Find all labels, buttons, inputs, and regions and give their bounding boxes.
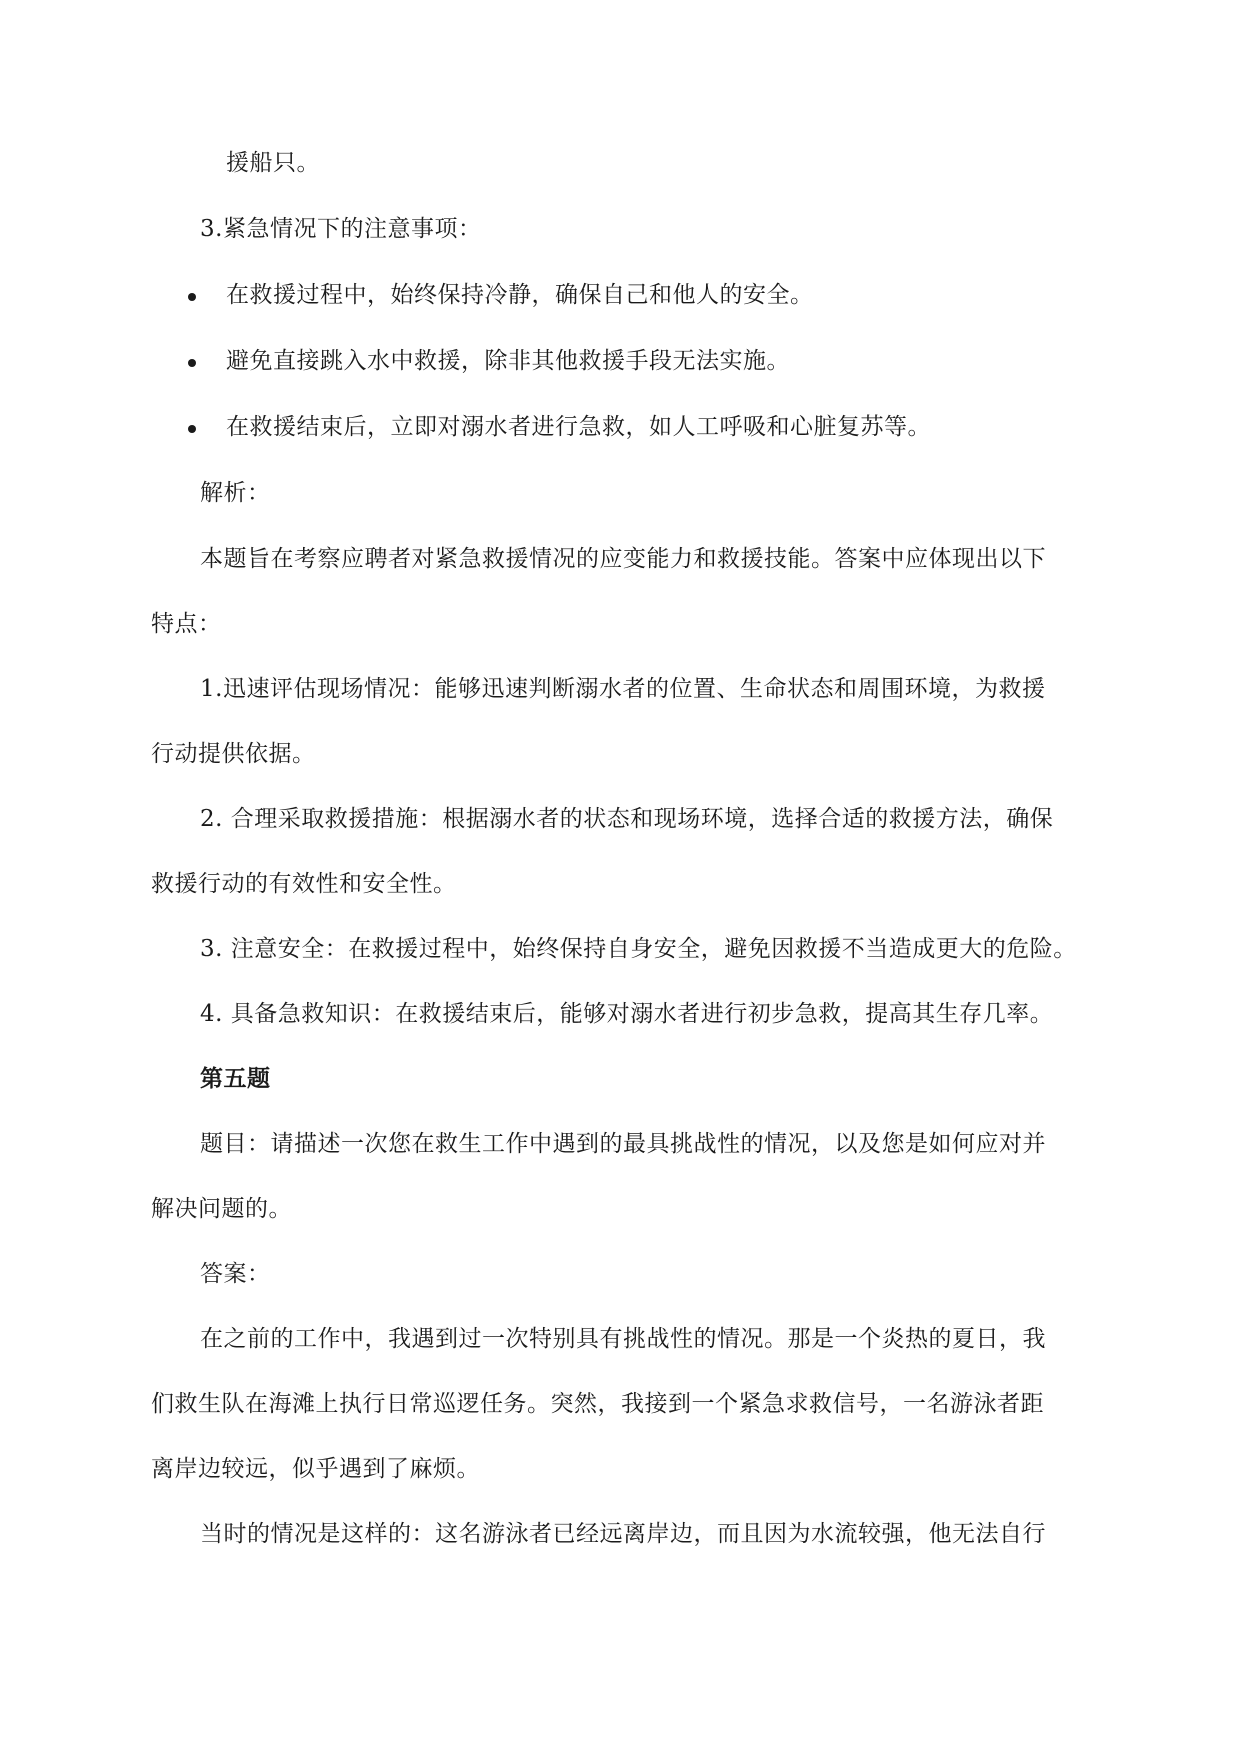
answer-para-2-line: 当时的情况是这样的：这名游泳者已经远离岸边，而且因为水流较强，他无法自行 <box>200 1521 1046 1547</box>
answer-para-1-line: 们救生队在海滩上执行日常巡逻任务。突然，我接到一个紧急求救信号，一名游泳者距 <box>151 1391 1044 1417</box>
question-5-line: 题目：请描述一次您在救生工作中遇到的最具挑战性的情况，以及您是如何应对并 <box>200 1131 1046 1157</box>
bullet-item: 在救援过程中，始终保持冷静，确保自己和他人的安全。 <box>226 282 814 308</box>
analysis-intro-line: 特点： <box>151 611 222 637</box>
continuation-text: 援船只。 <box>226 150 320 176</box>
question-5-heading: 第五题 <box>200 1065 271 1092</box>
bullet-item: 避免直接跳入水中救援，除非其他救援手段无法实施。 <box>226 348 790 374</box>
analysis-label: 解析： <box>200 480 271 506</box>
answer-para-1-line: 离岸边较远，似乎遇到了麻烦。 <box>151 1456 480 1482</box>
analysis-intro-line: 本题旨在考察应聘者对紧急救援情况的应变能力和救援技能。答案中应体现出以下 <box>200 546 1046 572</box>
question-5-line: 解决问题的。 <box>151 1196 292 1222</box>
point-1-line: 1.迅速评估现场情况：能够迅速判断溺水者的位置、生命状态和周围环境，为救援 <box>200 676 1046 702</box>
point-2-line: 2. 合理采取救援措施：根据溺水者的状态和现场环境，选择合适的救援方法，确保 <box>200 806 1054 832</box>
answer-label: 答案： <box>200 1261 271 1287</box>
point-3-line: 3. 注意安全：在救援过程中，始终保持自身安全，避免因救援不当造成更大的危险。 <box>200 936 1077 962</box>
answer-para-1-line: 在之前的工作中，我遇到过一次特别具有挑战性的情况。那是一个炎热的夏日，我 <box>200 1326 1046 1352</box>
point-2-line: 救援行动的有效性和安全性。 <box>151 871 457 897</box>
bullet-marker <box>188 293 196 301</box>
section-3-title: 3.紧急情况下的注意事项： <box>200 216 482 242</box>
bullet-marker <box>188 425 196 433</box>
bullet-item: 在救援结束后，立即对溺水者进行急救，如人工呼吸和心脏复苏等。 <box>226 414 931 440</box>
bullet-marker <box>188 359 196 367</box>
point-1-line: 行动提供依据。 <box>151 741 316 767</box>
point-4-line: 4. 具备急救知识：在救援结束后，能够对溺水者进行初步急救，提高其生存几率。 <box>200 1001 1054 1027</box>
